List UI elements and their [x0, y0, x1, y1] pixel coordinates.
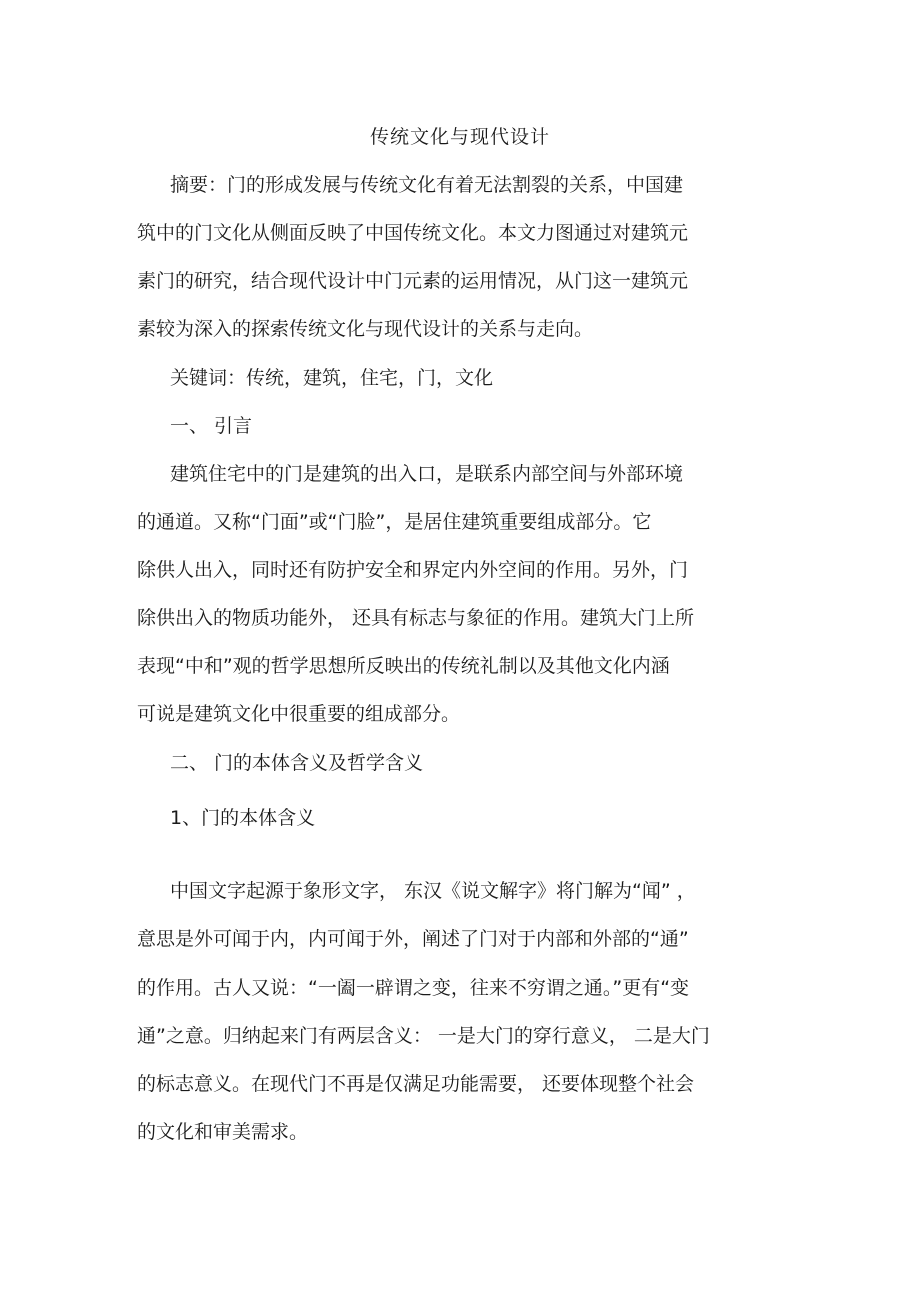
subsection1-line-4: 通”之意。归纳起来门有两层含义： 一是大门的穿行意义， 二是大门 — [137, 1025, 710, 1047]
abstract-line-4: 素较为深入的探索传统文化与现代设计的关系与走向。 — [137, 318, 594, 340]
subsection1-line-5: 的标志意义。在现代门不再是仅满足功能需要， 还要体现整个社会 — [137, 1073, 695, 1095]
document-title: 传统文化与现代设计 — [369, 126, 550, 148]
abstract-line-2: 筑中的门文化从侧面反映了中国传统文化。本文力图通过对建筑元 — [137, 222, 689, 244]
section1-line-4: 除供出入的物质功能外， 还具有标志与象征的作用。建筑大门上所 — [137, 607, 695, 629]
section1-line-3: 除供人出入，同时还有防护安全和界定内外空间的作用。另外，门 — [137, 559, 689, 581]
section2-heading: 二、 门的本体含义及哲学含义 — [170, 752, 424, 774]
subsection1-line-2: 意思是外可闻于内，内可闻于外，阐述了门对于内部和外部的“通” — [137, 928, 689, 950]
section1-line-1: 建筑住宅中的门是建筑的出入口，是联系内部空间与外部环境 — [170, 463, 684, 485]
abstract-line-1: 摘要：门的形成发展与传统文化有着无法割裂的关系，中国建 — [170, 174, 684, 196]
subsection1-line-3: 的作用。古人又说：“一阖一辟谓之变，往来不穷谓之通。”更有“变 — [137, 977, 690, 999]
subsection1-line-6: 的文化和审美需求。 — [137, 1121, 309, 1143]
section1-line-2: 的通道。又称“门面”或“门脸”，是居住建筑重要组成部分。它 — [137, 511, 652, 533]
section1-line-6: 可说是建筑文化中很重要的组成部分。 — [137, 703, 461, 725]
section1-heading: 一、 引言 — [170, 415, 253, 437]
section1-line-5: 表现“中和”观的哲学思想所反映出的传统礼制以及其他文化内涵 — [137, 655, 670, 677]
subsection1-heading: 1、门的本体含义 — [170, 807, 316, 829]
keywords-line: 关键词：传统，建筑，住宅，门，文化 — [170, 367, 494, 389]
abstract-line-3: 素门的研究，结合现代设计中门元素的运用情况，从门这一建筑元 — [137, 270, 689, 292]
subsection1-line-1: 中国文字起源于象形文字， 东汉《说文解字》将门解为“闻” ， — [170, 880, 696, 902]
